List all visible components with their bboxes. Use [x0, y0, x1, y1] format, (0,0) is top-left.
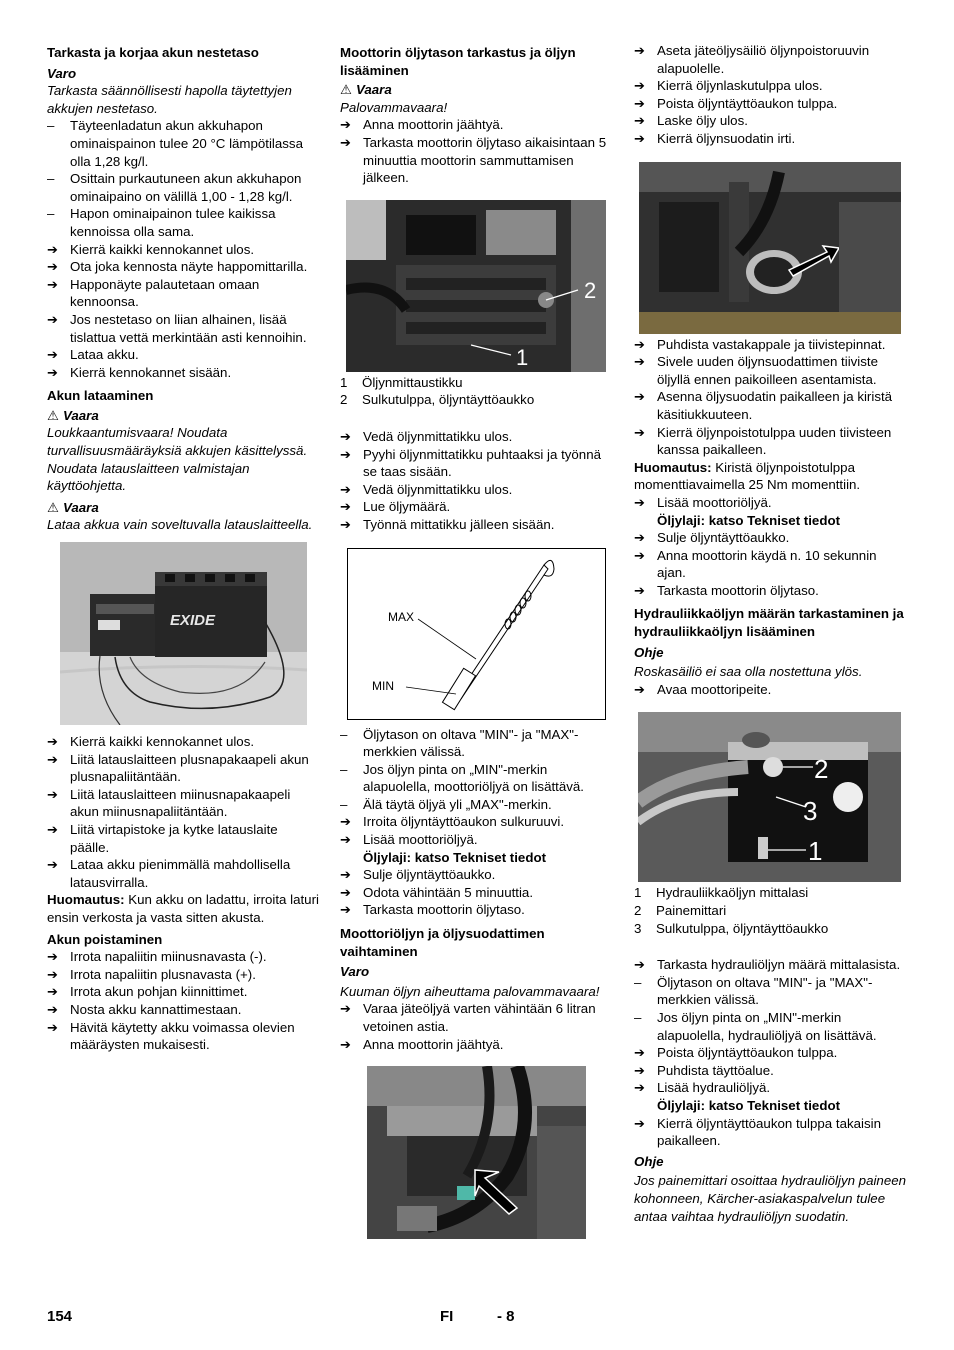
list-item: Jos öljyn pinta on „MIN"-merkin alapuolella, hydrauliöljyä on lisättävä. [657, 1010, 877, 1043]
arrow-icon: ➔ [47, 984, 58, 1000]
step-item: Lisää moottoriöljyä. [363, 832, 478, 848]
max-label: MAX [388, 609, 415, 624]
arrow-icon: ➔ [634, 424, 645, 440]
danger-text: Lataa akkua vain soveltuvalla latauslaitteella. [47, 517, 313, 533]
caution-text: Kuuman öljyn aiheuttama palovammavaara! [340, 983, 600, 999]
step-item: Asenna öljysuodatin paikalleen ja kiristä käsitiukkuuteen. [657, 389, 893, 422]
list-item: Öljytason on oltava "MIN"- ja "MAX"-merkkien välissä. [363, 726, 579, 760]
arrow-icon: ➔ [634, 530, 645, 546]
step-item: Nosta akku kannattimestaan. [70, 1001, 242, 1017]
legend-number: 3 [634, 920, 642, 936]
arrow-icon: ➔ [340, 446, 351, 462]
step-item: Sivele uuden öljynsuodattimen tiiviste öljyllä ennen paikoilleen asentamista. [657, 354, 879, 387]
step-item: Poista öljyntäyttöaukon tulppa. [657, 95, 838, 111]
legend-number: 2 [634, 903, 642, 919]
arrow-icon: ➔ [47, 1019, 58, 1035]
arrow-icon: ➔ [47, 857, 58, 873]
sub-page-text: - 8 [497, 1308, 515, 1325]
min-label: MIN [372, 678, 394, 693]
arrow-icon: ➔ [634, 957, 645, 973]
sub-page-number [497, 1308, 515, 1326]
note-text: Kiristä öljynpoistotulppa momenttiavaimella 25 Nm momenttiin. [634, 459, 861, 493]
arrow-icon: ➔ [47, 822, 58, 837]
hint-text: Jos painemittari osoittaa hydrauliöljyn paineen kohonneen, Kärcher-asiakaspalvelun tulee antaa vaihtaa hydrauliöljyn suodatin. [634, 1173, 907, 1224]
arrow-icon: ➔ [47, 364, 58, 380]
arrow-icon: ➔ [634, 681, 645, 697]
arrow-icon: ➔ [47, 259, 58, 275]
step-item: Kierrä kaikki kennokannet ulos. [70, 241, 255, 257]
arrow-icon: ➔ [634, 113, 645, 129]
list-item: Älä täytä öljyä yli „MAX"-merkin. [363, 796, 552, 812]
warning-triangle-icon: ⚠ [340, 82, 352, 98]
oil-type-ref: Öljylaji: katso Tekniset tiedot [657, 512, 841, 528]
callout-2: 2 [814, 754, 829, 785]
dipstick-diagram [347, 548, 606, 720]
danger-label: Vaara [63, 407, 99, 423]
column-2: Moottorin öljytason tarkastus ja öljyn lisääminen ⚠ Vaara Palovammavaara! ➔ Anna moottorin jäähtyä. ➔ Tarkasta moottorin öljytaso aikaisintaan 5 minuuttia moottorin sammuttamisen jälkeen. 2 1 1 Öljynmittaustikku 2 Sulkutulppa, öljyntäyttöaukko ➔ Vedä öljynmittatikku ulos. ➔ Pyyhi öljynmittatikku puhtaaksi ja työnnä se taas sisään. ➔ Vedä öljynmittatikku ulos. ➔ Lue öljymäärä. ➔ Työnnä mittatikku jälleen sisään. MAX MIN – Öljytason on oltava "MIN"- ja "MAX"-merkkien välissä. – Jos öljyn pinta on „MIN"-merkin alapuolella, moottoriöljyä on lisättävä. – Älä täytä öljyä yli „MAX"-merkin. ➔ Irroita öljyntäyttöaukon sulkuruuvi. ➔ Lisää moottoriöljyä. Öljylaji: katso Tekniset tiedot ➔ Sulje öljyntäyttöaukko. ➔ Odota vähintään 5 minuuttia. ➔ Tarkasta moottorin öljytaso. Moottoriöljyn ja öljysuodattimen vaihtaminen Varo Kuuman öljyn aiheuttama palovammavaara! ➔ Varaa jäteöljyä varten vähintään 6 litran vetoinen astia. ➔ Anna moottorin jäähtyä. [340, 44, 613, 1239]
arrow-icon: ➔ [47, 276, 58, 292]
arrow-icon: ➔ [47, 751, 58, 767]
note-label: Huomautus: [634, 459, 712, 475]
caution-label: Varo [340, 964, 370, 980]
step-item: Jos nestetaso on liian alhainen, lisää tislattua vettä merkintään asti kennoihin. [70, 311, 307, 345]
step-item: Tarkasta hydrauliöljyn määrä mittalasista. [657, 957, 901, 973]
column-1: Tarkasta ja korjaa akun nestetaso Varo Tarkasta säännöllisesti hapolla täytettyjen akkujen nestetaso. – Täyteenladatun akun akkuhapon ominaispainon tulee 20 °C lämpötilassa olla 1,28 kg/l. – Osittain purkautuneen akun akkuhapon ominaipaino on välillä 1,00 - 1,28 kg/l. – Hapon ominaipainon tulee kaikissa kennoissa olla sama. ➔ Kierrä kaikki kennokannet ulos. ➔ Ota joka kennosta näyte happomittarilla. ➔ Happonäyte palautetaan omaan kennoonsa. ➔ Jos nestetaso on liian alhainen, lisää tislattua vettä merkintään asti kennoihin. ➔ Lataa akku. ➔ Kierrä kennokannet sisään. Akun lataaminen ⚠ Vaara Loukkaantumisvaara! Noudata turvallisuusmääräyksiä akkujen käsittelyssä. Noudata latauslaitteen valmistajan käyttöohjetta. ⚠ Vaara Lataa akkua vain soveltuvalla latauslaitteella. EXIDE ➔ Kierrä kaikki kennokannet ulos. ➔ Liitä latauslaitteen plusnapakaapeli akun plusnapaliitäntään. ➔ Liitä latauslaitteen miinusnapakaapeli akun miinusnapaliitäntään. ➔ Liitä virtapistoke ja kytke latauslaite päälle. ➔ Lataa akku pienimmällä mahdollisella latausvirralla. Huomautus: Kun akku on ladattu, irroita laturi ensin verkosta ja vasta sitten akusta. Akun poistaminen ➔ Irrota napaliitin miinusnavasta (-). ➔ Irrota napaliitin plusnavasta (+). ➔ Irrota akun pohjan kiinnittimet. ➔ Nosta akku kannattimestaan. ➔ Hävitä käytetty akku voimassa olevien määräysten mukaisesti. [47, 45, 319, 1053]
arrow-icon: ➔ [340, 832, 351, 848]
step-item: Irrota napaliitin miinusnavasta (-). [70, 949, 267, 965]
section-heading: Akun lataaminen [47, 388, 154, 404]
step-item: Avaa moottoripeite. [657, 681, 772, 697]
battery-charger-photo [60, 542, 307, 725]
arrow-icon: ➔ [47, 311, 58, 327]
step-item: Kierrä kaikki kennokannet ulos. [70, 734, 255, 750]
section-heading: Akun poistaminen [47, 931, 163, 947]
legend-number: 1 [634, 885, 642, 901]
step-item: Tarkasta moottorin öljytaso. [657, 582, 819, 598]
note-text: Kun akku on ladattu, irroita laturi ensin verkosta ja vasta sitten akusta. [47, 892, 319, 925]
arrow-icon: ➔ [634, 547, 645, 563]
arrow-icon: ➔ [47, 241, 58, 257]
hint-label: Ohje [634, 1153, 664, 1169]
legend-text: Hydrauliikkaöljyn mittalasi [656, 885, 809, 901]
note-label: Huomautus: [47, 892, 125, 908]
danger-label: Vaara [63, 499, 99, 515]
callout-2: 2 [584, 277, 597, 303]
legend-text: Sulkutulppa, öljyntäyttöaukko [362, 392, 535, 408]
hint-label: Ohje [634, 644, 664, 660]
arrow-icon: ➔ [634, 582, 645, 598]
legend-number: 1 [340, 374, 348, 390]
oil-filter-photo [639, 162, 901, 334]
list-item: Jos öljyn pinta on „MIN"-merkin alapuolella, moottoriöljyä on lisättävä. [363, 761, 585, 795]
step-item: Tarkasta moottorin öljytaso aikaisintaan 5 minuuttia moottorin sammuttamisen jälkeen. [363, 134, 607, 186]
danger-label: Vaara [356, 82, 392, 98]
sight-glass-icon [833, 782, 863, 812]
arrow-icon: ➔ [340, 499, 351, 515]
step-item: Anna moottorin jäähtyä. [363, 117, 504, 133]
step-item: Sulje öljyntäyttöaukko. [363, 867, 496, 883]
arrow-icon: ➔ [340, 134, 351, 150]
oil-drain-photo [367, 1066, 586, 1239]
step-item: Kierrä öljyntäyttöaukon tulppa takaisin paikalleen. [657, 1115, 881, 1149]
step-item: Anna moottorin käydä n. 10 sekunnin ajan. [657, 547, 877, 581]
step-item: Pyyhi öljynmittatikku puhtaaksi ja työnnä se taas sisään. [363, 446, 601, 480]
callout-1: 1 [516, 344, 529, 370]
arrow-icon: ➔ [634, 389, 645, 405]
arrow-icon: ➔ [47, 347, 58, 363]
list-item: Öljytason on oltava "MIN"- ja "MAX"-merkkien välissä. [657, 974, 873, 1008]
arrow-icon: ➔ [340, 428, 351, 444]
step-item: Anna moottorin jäähtyä. [363, 1036, 504, 1052]
step-item: Liitä virtapistoke ja kytke latauslaite päälle. [70, 822, 278, 855]
section-heading: Tarkasta ja korjaa akun nestetaso [47, 45, 259, 60]
list-item: Täyteenladatun akun akkuhapon ominaispainon tulee 20 °C lämpötilassa olla 1,28 kg/l. [70, 118, 303, 169]
step-item: Kierrä öljynsuodatin irti. [657, 130, 796, 146]
step-item: Poista öljyntäyttöaukon tulppa. [657, 1045, 838, 1061]
step-item: Odota vähintään 5 minuuttia. [363, 884, 534, 900]
legend-text: Sulkutulppa, öljyntäyttöaukko [656, 920, 829, 936]
step-item: Happonäyte palautetaan omaan kennoonsa. [70, 276, 260, 310]
list-item: Hapon ominaipainon tulee kaikissa kennoissa olla sama. [70, 206, 276, 239]
arrow-icon: ➔ [634, 95, 645, 111]
step-item: Kierrä kennokannet sisään. [70, 364, 232, 380]
arrow-icon: ➔ [340, 1001, 351, 1017]
arrow-icon: ➔ [340, 814, 351, 830]
step-item: Lataa akku. [70, 347, 139, 363]
column-3: ➔ Aseta jäteöljysäiliö öljynpoistoruuvin alapuolelle. ➔ Kierrä öljynlaskutulppa ulos. ➔ Poista öljyntäyttöaukon tulppa. ➔ Laske öljy ulos. ➔ Kierrä öljynsuodatin irti. ➔ Puhdista vastakappale ja tiivistepinnat. ➔ Sivele uuden öljynsuodattimen tiiviste öljyllä ennen paikoilleen asentamista. ➔ Asenna öljysuodatin paikalleen ja kiristä käsitiukkuuteen. ➔ Kierrä öljynpoistotulppa uuden tiivisteen kanssa paikalleen. Huomautus: Kiristä öljynpoistotulppa momenttiavaimella 25 Nm momenttiin. ➔ Lisää moottoriöljyä. Öljylaji: katso Tekniset tiedot ➔ Sulje öljyntäyttöaukko. ➔ Anna moottorin käydä n. 10 sekunnin ajan. ➔ Tarkasta moottorin öljytaso. Hydrauliikkaöljyn määrän tarkastaminen ja hydrauliikkaöljyn lisääminen Ohje Roskasäiliö ei saa olla nostettuna ylös. ➔ Avaa moottoripeite. 2 3 1 1 Hydrauliikkaöljyn mittalasi 2 Painemittari 3 Sulkutulppa, öljyntäyttöaukko ➔ Tarkasta hydrauliöljyn määrä mittalasista. – Öljytason on oltava "MIN"- ja "MAX"-merkkien välissä. – Jos öljyn pinta on „MIN"-merkin alapuolella, hydrauliöljyä on lisättävä. ➔ Poista öljyntäyttöaukon tulppa. ➔ Puhdista täyttöalue. ➔ Lisää hydrauliöljyä. Öljylaji: katso Tekniset tiedot ➔ Kierrä öljyntäyttöaukon tulppa takaisin paikalleen. Ohje Jos painemittari osoittaa hydrauliöljyn paineen kohonneen, Kärcher-asiakaspalvelun tulee antaa vaihtaa hydrauliöljyn suodatin. [634, 43, 907, 1224]
step-item: Hävitä käytetty akku voimassa olevien määräysten mukaisesti. [70, 1019, 295, 1053]
arrow-icon: ➔ [340, 902, 351, 918]
legend-text: Painemittari [656, 903, 727, 919]
hydraulic-tank-photo [638, 712, 901, 882]
arrow-icon: ➔ [634, 43, 645, 58]
step-item: Lisää hydrauliöljyä. [657, 1080, 771, 1096]
arrow-icon: ➔ [634, 354, 645, 370]
arrow-icon: ➔ [47, 734, 58, 750]
callout-1: 1 [808, 836, 823, 867]
list-item: Osittain purkautuneen akun akkuhapon ominaipaino on välillä 1,00 - 1,28 kg/l. [70, 171, 302, 204]
section-heading: Hydrauliikkaöljyn määrän tarkastaminen ja hydrauliikkaöljyn lisääminen [634, 606, 904, 640]
section-heading: Moottorin öljytason tarkastus ja öljyn lisääminen [340, 45, 576, 78]
step-item: Laske öljy ulos. [657, 113, 748, 129]
oil-type-ref: Öljylaji: katso Tekniset tiedot [657, 1097, 841, 1113]
arrow-icon: ➔ [634, 494, 645, 510]
arrow-icon: ➔ [340, 884, 351, 900]
step-item: Irrota akun pohjan kiinnittimet. [70, 984, 248, 1000]
battery-brand-label: EXIDE [170, 612, 216, 630]
engine-photo [346, 200, 606, 372]
arrow-icon: ➔ [340, 516, 351, 532]
warning-triangle-icon: ⚠ [47, 499, 59, 515]
step-item: Puhdista vastakappale ja tiivistepinnat. [657, 336, 886, 352]
step-item: Sulje öljyntäyttöaukko. [657, 530, 790, 546]
step-item: Liitä latauslaitteen miinusnapakaapeli akun miinusnapaliitäntään. [70, 786, 291, 820]
language-code: FI [440, 1308, 454, 1325]
page-number: 154 [47, 1308, 73, 1325]
step-item: Liitä latauslaitteen plusnapakaapeli akun plusnapaliitäntään. [70, 751, 309, 785]
step-item: Kierrä öljynlaskutulppa ulos. [657, 78, 823, 94]
step-item: Vedä öljynmittatikku ulos. [363, 428, 513, 444]
section-heading: Moottoriöljyn ja öljysuodattimen vaihtaminen [340, 926, 545, 959]
arrow-icon: ➔ [47, 949, 58, 965]
danger-text: Palovammavaara! [340, 99, 448, 115]
oil-type-ref: Öljylaji: katso Tekniset tiedot [363, 849, 547, 865]
warning-triangle-icon: ⚠ [47, 407, 59, 423]
arrow-icon: ➔ [634, 1045, 645, 1061]
arrow-icon: ➔ [340, 117, 351, 133]
step-item: Vedä öljynmittatikku ulos. [363, 481, 513, 497]
caution-label: Varo [47, 65, 77, 81]
arrow-icon: ➔ [340, 1036, 351, 1052]
step-item: Tarkasta moottorin öljytaso. [363, 902, 525, 918]
arrow-icon: ➔ [634, 78, 645, 94]
step-item: Irroita öljyntäyttöaukon sulkuruuvi. [363, 814, 565, 830]
step-item: Lisää moottoriöljyä. [657, 494, 772, 510]
step-item: Irrota napaliitin plusnavasta (+). [70, 966, 256, 982]
caution-text: Tarkasta säännöllisesti hapolla täytettyjen akkujen nestetaso. [47, 83, 292, 116]
step-item: Työnnä mittatikku jälleen sisään. [363, 516, 555, 532]
arrow-icon: ➔ [634, 336, 645, 352]
arrow-icon: ➔ [634, 1080, 645, 1096]
step-item: Puhdista täyttöalue. [657, 1062, 774, 1078]
step-item: Kierrä öljynpoistotulppa uuden tiivisteen kanssa paikalleen. [657, 424, 892, 458]
arrow-icon: ➔ [634, 130, 645, 146]
arrow-icon: ➔ [47, 966, 58, 982]
legend-text: Öljynmittaustikku [362, 374, 463, 390]
danger-text: Loukkaantumisvaara! Noudata turvallisuusmääräyksiä akkujen käsittelyssä. Noudata latauslaitteen valmistajan käyttöohjetta. [47, 425, 308, 494]
arrow-icon: ➔ [47, 786, 58, 802]
callout-3: 3 [803, 796, 818, 827]
step-item: Lataa akku pienimmällä mahdollisella latausvirralla. [70, 857, 291, 890]
step-item: Varaa jäteöljyä varten vähintään 6 litran vetoinen astia. [363, 1001, 596, 1034]
arrow-icon: ➔ [340, 867, 351, 883]
step-item: Lue öljymäärä. [363, 499, 451, 515]
hint-text: Roskasäiliö ei saa olla nostettuna ylös. [634, 664, 863, 680]
step-item: Ota joka kennosta näyte happomittarilla. [70, 259, 308, 275]
arrow-icon: ➔ [47, 1001, 58, 1017]
arrow-icon: ➔ [340, 481, 351, 497]
arrow-icon: ➔ [634, 1115, 645, 1131]
step-item: Aseta jäteöljysäiliö öljynpoistoruuvin alapuolelle. [657, 43, 870, 76]
arrow-icon: ➔ [634, 1062, 645, 1078]
legend-number: 2 [340, 392, 348, 408]
